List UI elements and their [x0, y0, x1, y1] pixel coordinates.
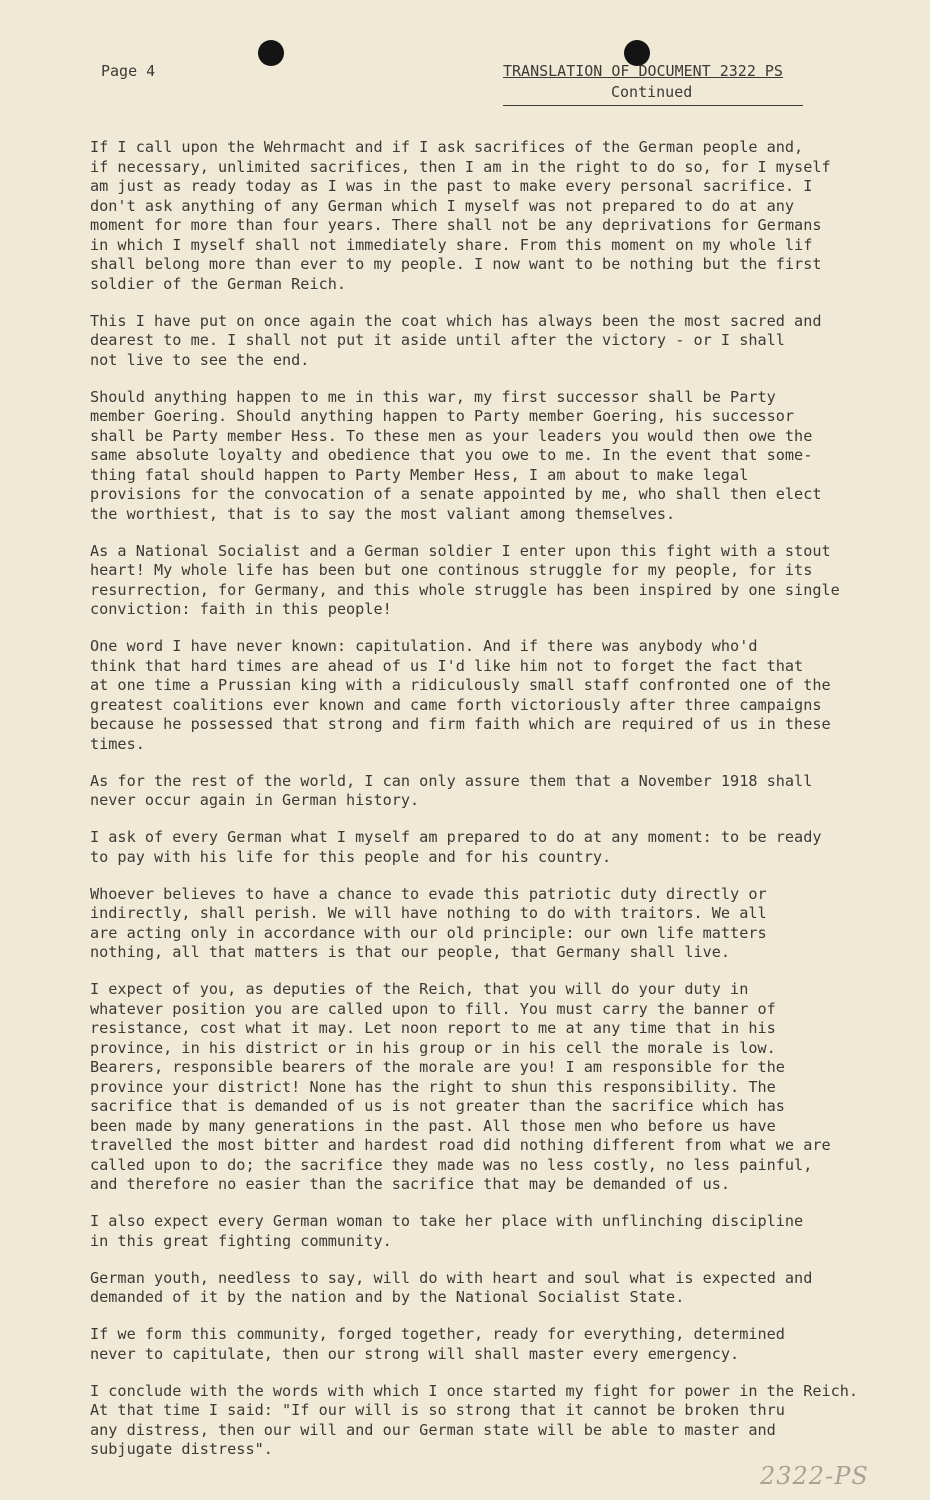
- header-subtitle: Continued: [611, 83, 693, 101]
- text-line: I conclude with the words with which I once started my fight for power in the Reich.: [90, 1381, 859, 1400]
- text-line: province, in his district or in his group or in his cell the morale is low.: [90, 1038, 776, 1057]
- text-line: Whoever believes to have a chance to evade this patriotic duty directly or: [90, 884, 767, 903]
- text-line: resistance, cost what it may. Let noon report to me at any time that in his: [90, 1019, 776, 1037]
- text-line: thing fatal should happen to Party Member Hess, I am about to make legal: [90, 465, 749, 484]
- paragraph: [90, 138, 875, 294]
- text-line: If we form this community, forged together, ready for everything, determined: [90, 1325, 785, 1343]
- text-line: don't ask anything of any German which I myself was not prepared to do at any: [90, 196, 795, 215]
- text-line: the worthiest, that is to say the most valiant among themselves.: [90, 504, 676, 523]
- document-header: [503, 62, 803, 106]
- text-line: shall belong more than ever to my people. I now want to be nothing but the first: [90, 255, 822, 273]
- paragraph: [90, 828, 875, 867]
- paragraph: [90, 637, 875, 754]
- text-line: times.: [90, 734, 145, 753]
- text-line: whatever position you are called upon to fill. You must carry the banner of: [90, 999, 776, 1018]
- text-line: demanded of it by the nation and by the National Socialist State.: [90, 1288, 685, 1306]
- paragraph: [90, 980, 875, 1195]
- text-line: dearest to me. I shall not put it aside until after the victory - or I shall: [90, 331, 785, 349]
- text-line: soldier of the German Reich.: [90, 274, 347, 293]
- text-line: province your district! None has the right to shun this responsibility. The: [90, 1077, 776, 1096]
- page-number: Page 4: [101, 62, 156, 80]
- text-line: indirectly, shall perish. We will have nothing to do with traitors. We all: [90, 904, 767, 922]
- text-line: This I have put on once again the coat which has always been the most sacred and: [90, 311, 822, 330]
- paragraph: [90, 542, 875, 620]
- paragraph: [90, 1269, 875, 1308]
- text-line: not live to see the end.: [90, 350, 310, 369]
- text-line: As for the rest of the world, I can only assure them that a November 1918 shall: [90, 771, 813, 790]
- paragraph: [90, 885, 875, 963]
- text-line: resurrection, for Germany, and this whole struggle has been inspired by one single: [90, 580, 840, 599]
- text-line: heart! My whole life has been but one continous struggle for my people, for its: [90, 561, 813, 579]
- text-line: sacrifice that is demanded of us is not greater than the sacrifice which has: [90, 1097, 785, 1115]
- text-line: because he possessed that strong and firm faith which are required of us in these: [90, 715, 831, 733]
- text-line: to pay with his life for this people and for his country.: [90, 847, 612, 866]
- text-line: provisions for the convocation of a senate appointed by me, who shall then elect: [90, 485, 822, 503]
- text-line: German youth, needless to say, will do with heart and soul what is expected and: [90, 1268, 813, 1287]
- paragraph: [90, 1382, 875, 1460]
- text-line: never occur again in German history.: [90, 791, 420, 809]
- text-line: member Goering. Should anything happen to Party member Goering, his successor: [90, 407, 795, 425]
- document-body: [90, 138, 875, 1477]
- text-line: think that hard times are ahead of us I'd like him not to forget the fact that: [90, 656, 804, 675]
- text-line: called upon to do; the sacrifice they made was no less costly, no less painful,: [90, 1155, 813, 1174]
- text-line: Should anything happen to me in this war, my first successor shall be Party: [90, 387, 776, 406]
- header-rule: [503, 105, 803, 106]
- paragraph: [90, 312, 875, 371]
- text-line: conviction: faith in this people!: [90, 600, 392, 618]
- handwritten-document-number: 2322-PS: [760, 1462, 869, 1490]
- punch-hole-left: [258, 40, 284, 66]
- text-line: travelled the most bitter and hardest road did nothing different from what we are: [90, 1136, 831, 1154]
- text-line: One word I have never known: capitulation. And if there was anybody who'd: [90, 637, 758, 655]
- text-line: any distress, then our will and our German state will be able to master and: [90, 1420, 776, 1439]
- text-line: nothing, all that matters is that our people, that Germany shall live.: [90, 943, 731, 961]
- text-line: if necessary, unlimited sacrifices, then I am in the right to do so, for I myself: [90, 157, 831, 176]
- text-line: in this great fighting community.: [90, 1231, 392, 1250]
- text-line: been made by many generations in the past. All those men who before us have: [90, 1116, 776, 1135]
- paragraph: [90, 388, 875, 525]
- text-line: moment for more than four years. There shall not be any deprivations for Germans: [90, 216, 822, 234]
- text-line: same absolute loyalty and obedience that you owe to me. In the event that some-: [90, 446, 813, 464]
- text-line: never to capitulate, then our strong will shall master every emergency.: [90, 1344, 740, 1363]
- text-line: at one time a Prussian king with a ridiculously small staff confronted one of the: [90, 676, 831, 694]
- text-line: At that time I said: "If our will is so strong that it cannot be broken thru: [90, 1401, 785, 1419]
- text-line: Bearers, responsible bearers of the morale are you! I am responsible for the: [90, 1058, 785, 1076]
- text-line: in which I myself shall not immediately share. From this moment on my whole lif: [90, 235, 813, 254]
- paragraph: [90, 1212, 875, 1251]
- text-line: shall be Party member Hess. To these men as your leaders you would then owe the: [90, 426, 813, 445]
- text-line: am just as ready today as I was in the past to make every personal sacrifice. I: [90, 177, 813, 195]
- text-line: subjugate distress".: [90, 1440, 273, 1458]
- text-line: As a National Socialist and a German soldier I enter upon this fight with a stout: [90, 541, 831, 560]
- header-title: TRANSLATION OF DOCUMENT 2322 PS: [503, 62, 783, 80]
- paragraph: [90, 1325, 875, 1364]
- text-line: greatest coalitions ever known and came forth victoriously after three campaigns: [90, 695, 822, 714]
- text-line: are acting only in accordance with our old principle: our own life matters: [90, 923, 767, 942]
- paragraph: [90, 772, 875, 811]
- text-line: I also expect every German woman to take her place with unflinching discipline: [90, 1212, 804, 1230]
- text-line: I ask of every German what I myself am prepared to do at any moment: to be ready: [90, 828, 822, 846]
- text-line: and therefore no easier than the sacrifice that may be demanded of us.: [90, 1175, 731, 1193]
- text-line: I expect of you, as deputies of the Reich, that you will do your duty in: [90, 980, 749, 998]
- text-line: If I call upon the Wehrmacht and if I ask sacrifices of the German people and,: [90, 138, 804, 156]
